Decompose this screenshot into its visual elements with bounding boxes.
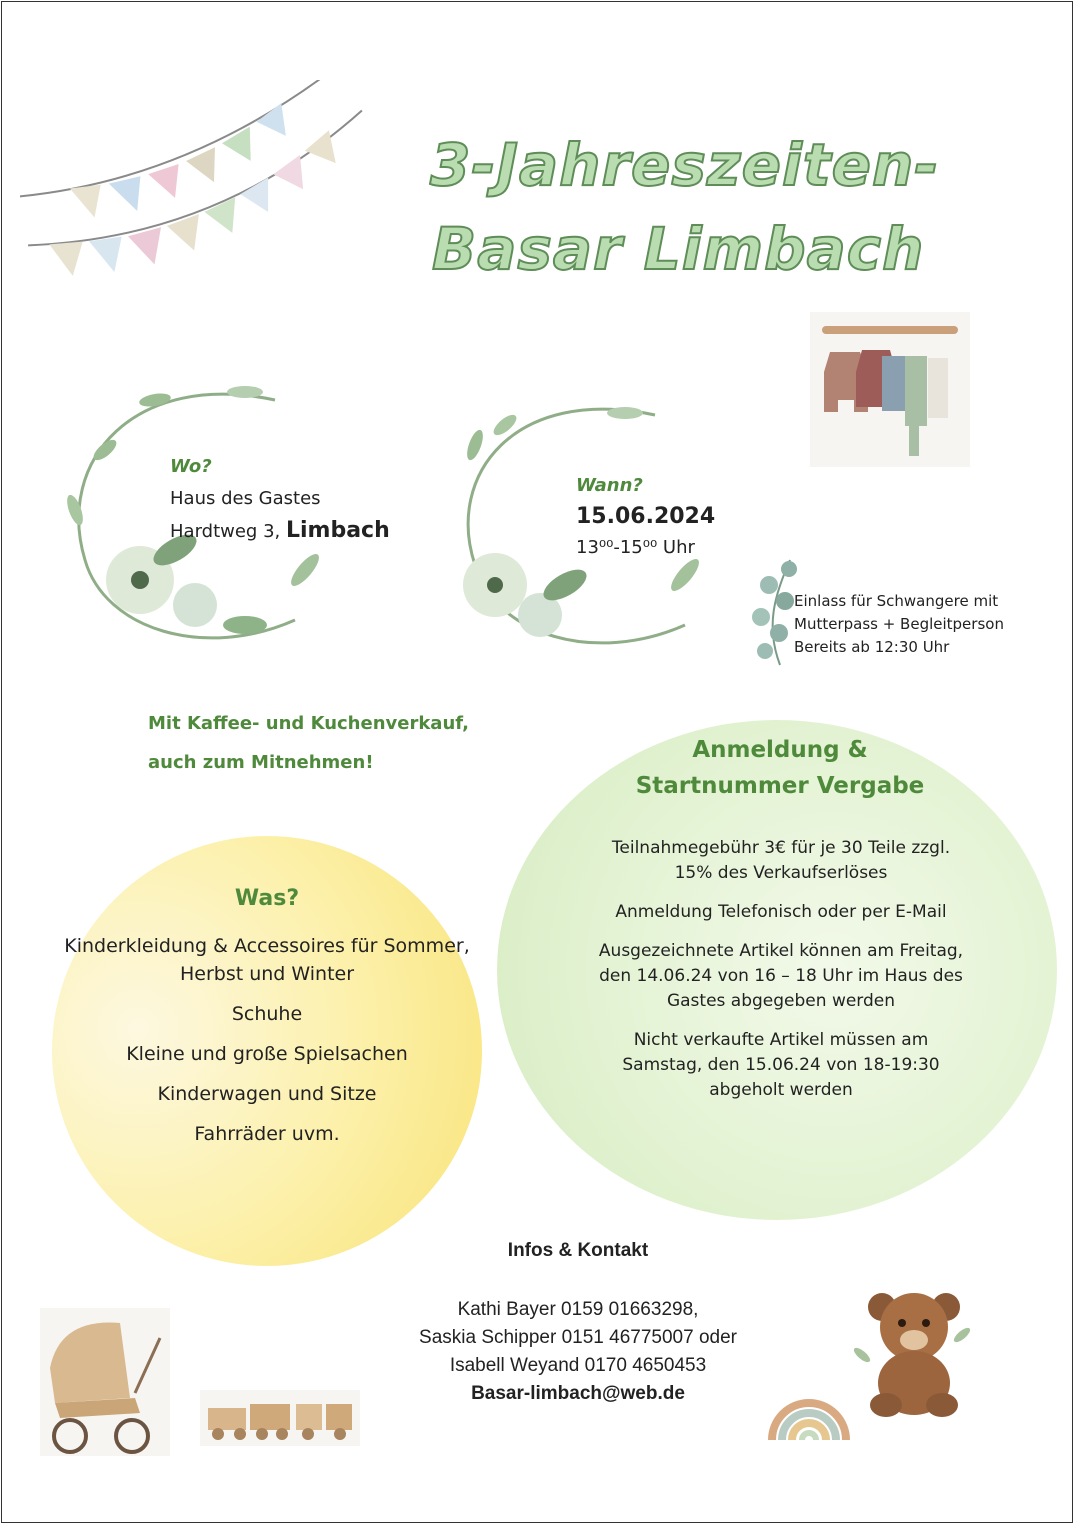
was-item: Kleine und große Spielsachen xyxy=(126,1043,408,1065)
kaffee-line1: Mit Kaffee- und Kuchenverkauf, xyxy=(148,713,469,734)
kontakt-heading: Infos & Kontakt xyxy=(507,1240,649,1261)
kontakt-block xyxy=(350,1296,806,1408)
stroller-illustration xyxy=(40,1308,170,1456)
was-item: Schuhe xyxy=(231,1003,303,1025)
was-heading: Was? xyxy=(234,886,300,911)
kaffee-line2: auch zum Mitnehmen! xyxy=(148,752,374,773)
title-line1: 3-Jahreszeiten- xyxy=(430,131,940,199)
wo-venue: Haus des Gastes xyxy=(170,488,321,509)
clothes-rack-illustration xyxy=(810,312,970,467)
title-line2: Basar Limbach xyxy=(432,215,925,283)
toy-train-illustration xyxy=(200,1390,360,1446)
einlass-line2: Mutterpass + Begleitperson xyxy=(794,615,1004,633)
anmeldung-heading-line2: Startnummer Vergabe xyxy=(635,773,925,799)
rainbow-illustration xyxy=(762,1362,856,1442)
was-list xyxy=(60,932,474,1160)
anmeldung-item: Nicht verkaufte Artikel müssen am Samstag, den 15.06.24 von 18-19:30 abgeholt werden xyxy=(622,1030,940,1100)
wo-address xyxy=(170,515,390,548)
kontakt-line3: Isabell Weyand 0170 4650453 xyxy=(449,1355,707,1376)
anmeldung-item: Ausgezeichnete Artikel können am Freitag, den 14.06.24 von 16 – 18 Uhr im Haus des Gastes abgegeben werden xyxy=(598,941,964,1011)
anmeldung-heading xyxy=(585,732,975,804)
was-item: Fahrräder uvm. xyxy=(194,1123,340,1145)
anmeldung-heading-line1: Anmeldung & xyxy=(692,737,868,763)
einlass-line3: Bereits ab 12:30 Uhr xyxy=(794,638,950,656)
wann-block xyxy=(576,470,715,563)
wo-block xyxy=(170,451,390,548)
bunting-illustration xyxy=(20,80,400,350)
anmeldung-list xyxy=(592,836,970,1117)
kontakt-email[interactable]: Basar-limbach@web.de xyxy=(471,1383,685,1404)
teddy-bear-illustration xyxy=(850,1285,980,1420)
was-item: Kinderkleidung & Accessoires für Sommer, Herbst und Winter xyxy=(64,935,470,985)
einlass-line1: Einlass für Schwangere mit xyxy=(794,592,999,610)
kontakt-line2: Saskia Schipper 0151 46775007 oder xyxy=(419,1327,737,1348)
wo-label: Wo? xyxy=(170,456,212,477)
kontakt-line1: Kathi Bayer 0159 01663298, xyxy=(457,1299,699,1320)
anmeldung-item: Teilnahmegebühr 3€ für je 30 Teile zzgl. 15% des Verkaufserlöses xyxy=(611,838,951,883)
kaffee-note xyxy=(148,704,469,782)
wo-city: Limbach xyxy=(285,518,390,543)
wo-street: Hardtweg 3, xyxy=(170,521,286,542)
anmeldung-item: Anmeldung Telefonisch oder per E-Mail xyxy=(615,902,947,922)
was-item: Kinderwagen und Sitze xyxy=(157,1083,377,1105)
wann-time: 13⁰⁰-15⁰⁰ Uhr xyxy=(576,537,695,558)
einlass-note xyxy=(794,590,1004,659)
wann-date: 15.06.2024 xyxy=(576,504,716,529)
wann-label: Wann? xyxy=(576,475,643,496)
